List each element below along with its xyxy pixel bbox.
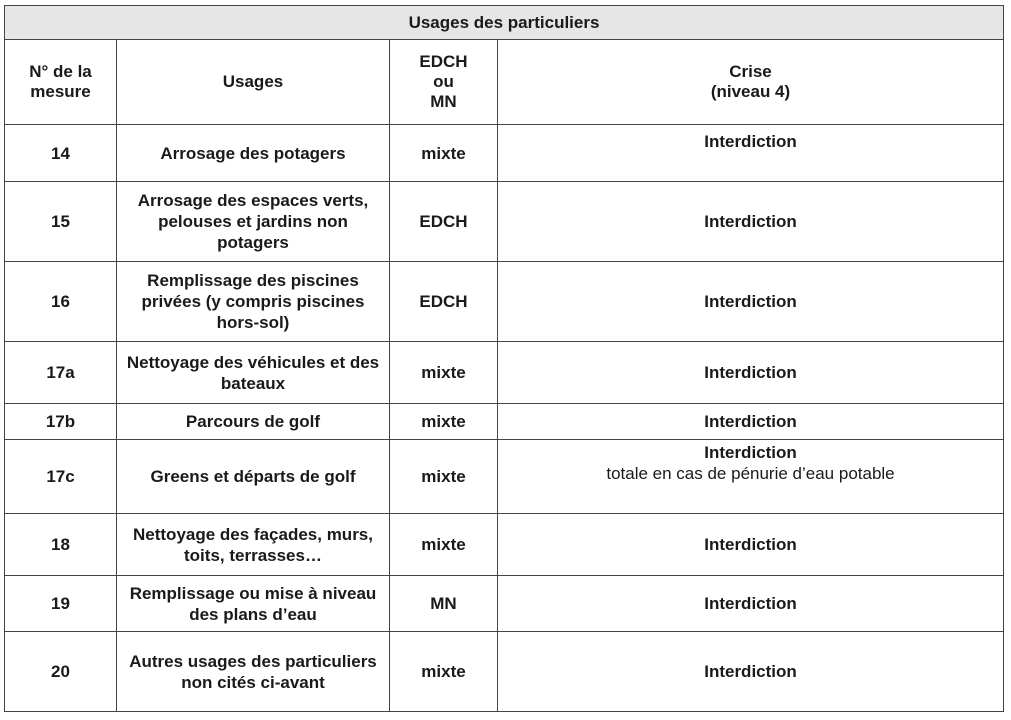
usage-description: Nettoyage des façades, murs, toits, terrasses…: [117, 514, 390, 576]
crisis-rule: [498, 576, 1004, 632]
crisis-rule: [498, 632, 1004, 712]
usage-description: Remplissage ou mise à niveau des plans d’eau: [117, 576, 390, 632]
crisis-label: Interdiction: [704, 363, 797, 382]
usage-description: Arrosage des potagers: [117, 125, 390, 182]
table-row: [5, 262, 1004, 342]
crisis-rule: [498, 125, 1004, 182]
water-type: mixte: [390, 125, 498, 182]
water-type: EDCH: [390, 182, 498, 262]
water-type: EDCH: [390, 262, 498, 342]
header-water-type: [390, 40, 498, 125]
table-row: [5, 342, 1004, 404]
crisis-label: Interdiction: [704, 212, 797, 231]
crisis-rule: [498, 342, 1004, 404]
water-type: MN: [390, 576, 498, 632]
crisis-rule: [498, 440, 1004, 514]
water-type: mixte: [390, 440, 498, 514]
usage-description: Arrosage des espaces verts, pelouses et jardins non potagers: [117, 182, 390, 262]
header-crisis-line2: (niveau 4): [710, 82, 791, 101]
crisis-label: Interdiction: [704, 132, 797, 151]
usage-description: Parcours de golf: [117, 404, 390, 440]
header-crisis: [498, 40, 1004, 125]
header-measure-number: N° de la mesure: [5, 40, 117, 125]
usage-description: Autres usages des particuliers non cités ci-avant: [117, 632, 390, 712]
table-row: [5, 404, 1004, 440]
measures-table-container: [4, 5, 1004, 712]
crisis-label: Interdiction: [704, 292, 797, 311]
header-water-type-line3: MN: [430, 92, 457, 111]
table-row: [5, 514, 1004, 576]
measures-table: [4, 5, 1004, 712]
table-row: [5, 125, 1004, 182]
water-type: mixte: [390, 632, 498, 712]
header-crisis-line1: Crise: [729, 62, 772, 81]
table-row: [5, 632, 1004, 712]
table-row: [5, 440, 1004, 514]
crisis-rule: [498, 514, 1004, 576]
water-type: mixte: [390, 404, 498, 440]
usage-description: Nettoyage des véhicules et des bateaux: [117, 342, 390, 404]
header-water-type-line2: ou: [433, 72, 454, 91]
table-title: Usages des particuliers: [5, 6, 1004, 40]
measure-number: 17a: [5, 342, 117, 404]
crisis-label: Interdiction: [704, 443, 797, 462]
measure-number: 15: [5, 182, 117, 262]
measure-number: 14: [5, 125, 117, 182]
crisis-rule: [498, 404, 1004, 440]
water-type: mixte: [390, 514, 498, 576]
usage-description: Remplissage des piscines privées (y compris piscines hors-sol): [117, 262, 390, 342]
water-type: mixte: [390, 342, 498, 404]
crisis-note: totale en cas de pénurie d’eau potable: [606, 464, 895, 483]
table-header-row: [5, 40, 1004, 125]
crisis-label: Interdiction: [704, 662, 797, 681]
measure-number: 17b: [5, 404, 117, 440]
measure-number: 17c: [5, 440, 117, 514]
header-water-type-line1: EDCH: [419, 52, 468, 71]
crisis-rule: [498, 182, 1004, 262]
usage-description: Greens et départs de golf: [117, 440, 390, 514]
table-row: [5, 576, 1004, 632]
measure-number: 16: [5, 262, 117, 342]
table-row: [5, 182, 1004, 262]
header-usages: Usages: [117, 40, 390, 125]
crisis-rule: [498, 262, 1004, 342]
crisis-label: Interdiction: [704, 412, 797, 431]
table-title-row: [5, 6, 1004, 40]
measure-number: 18: [5, 514, 117, 576]
crisis-label: Interdiction: [704, 535, 797, 554]
crisis-label: Interdiction: [704, 594, 797, 613]
measure-number: 19: [5, 576, 117, 632]
measure-number: 20: [5, 632, 117, 712]
